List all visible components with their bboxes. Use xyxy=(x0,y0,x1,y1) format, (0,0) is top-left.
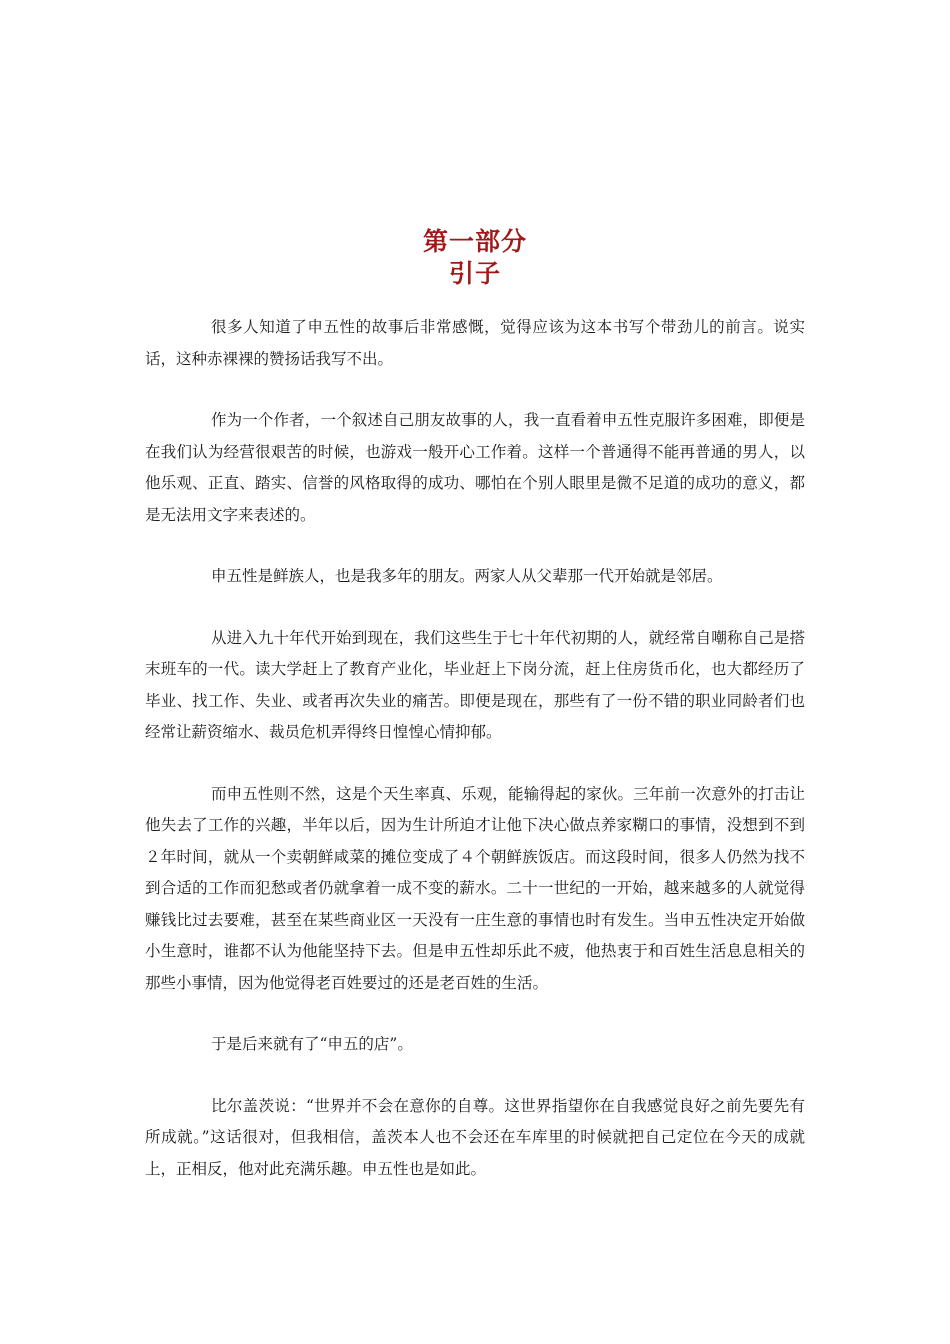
paragraph: 从进入九十年代开始到现在，我们这些生于七十年代初期的人，就经常自嘲称自己是搭末班车的一代。读大学赶上了教育产业化，毕业赶上下岗分流，赶上住房货币化，也大都经历了毕业、找工作、失业、或者再次失业的痛苦。即便是现在，那些有了一份不错的职业同龄者们也经常让薪资缩水、裁员危机弄得终日惶惶心情抑郁。 xyxy=(145,628,805,741)
body-text xyxy=(145,312,805,1215)
chapter-title: 引子 xyxy=(448,259,501,288)
part-heading: 第一部分 xyxy=(422,227,527,256)
paragraph: 于是后来就有了“申五的店”。 xyxy=(211,1035,413,1053)
paragraph: 而申五性则不然，这是个天生率真、乐观，能输得起的家伙。三年前一次意外的打击让他失去了工作的兴趣，半年以后，因为生计所迫才让他下决心做点养家糊口的事情，没想到不到２年时间，就从一个卖朝鲜咸菜的摊位变成了４个朝鲜族饭店。而这段时间，很多人仍然为找不到合适的工作而犯愁或者仍就拿着一成不变的薪水。二十一世纪的一开始，越来越多的人就觉得赚钱比过去要难，甚至在某些商业区一天没有一庄生意的事情也时有发生。当申五性决定开始做小生意时，谁都不认为他能坚持下去。但是申五性却乐此不疲，他热衷于和百姓生活息息相关的那些小事情，因为他觉得老百姓要过的还是老百姓的生活。 xyxy=(145,784,805,992)
paragraph: 比尔盖茨说：“世界并不会在意你的自尊。这世界指望你在自我感觉良好之前先要先有所成就。”这话很对，但我相信，盖茨本人也不会还在车库里的时候就把自己定位在今天的成就上，正相反，他对此充满乐趣。申五性也是如此。 xyxy=(145,1096,805,1178)
paragraph: 申五性是鲜族人，也是我多年的朋友。两家人从父辈那一代开始就是邻居。 xyxy=(211,567,723,585)
paragraph: 作为一个作者，一个叙述自己朋友故事的人，我一直看着申五性克服许多困难，即便是在我们认为经营很艰苦的时候，也游戏一般开心工作着。这样一个普通得不能再普通的男人，以他乐观、正直、踏实、信誉的风格取得的成功、哪怕在个别人眼里是微不足道的成功的意义，都是无法用文字来表述的。 xyxy=(145,411,805,524)
paragraph: 很多人知道了申五性的故事后非常感慨，觉得应该为这本书写个带劲儿的前言。说实话，这种赤裸裸的赞扬话我写不出。 xyxy=(145,318,805,368)
